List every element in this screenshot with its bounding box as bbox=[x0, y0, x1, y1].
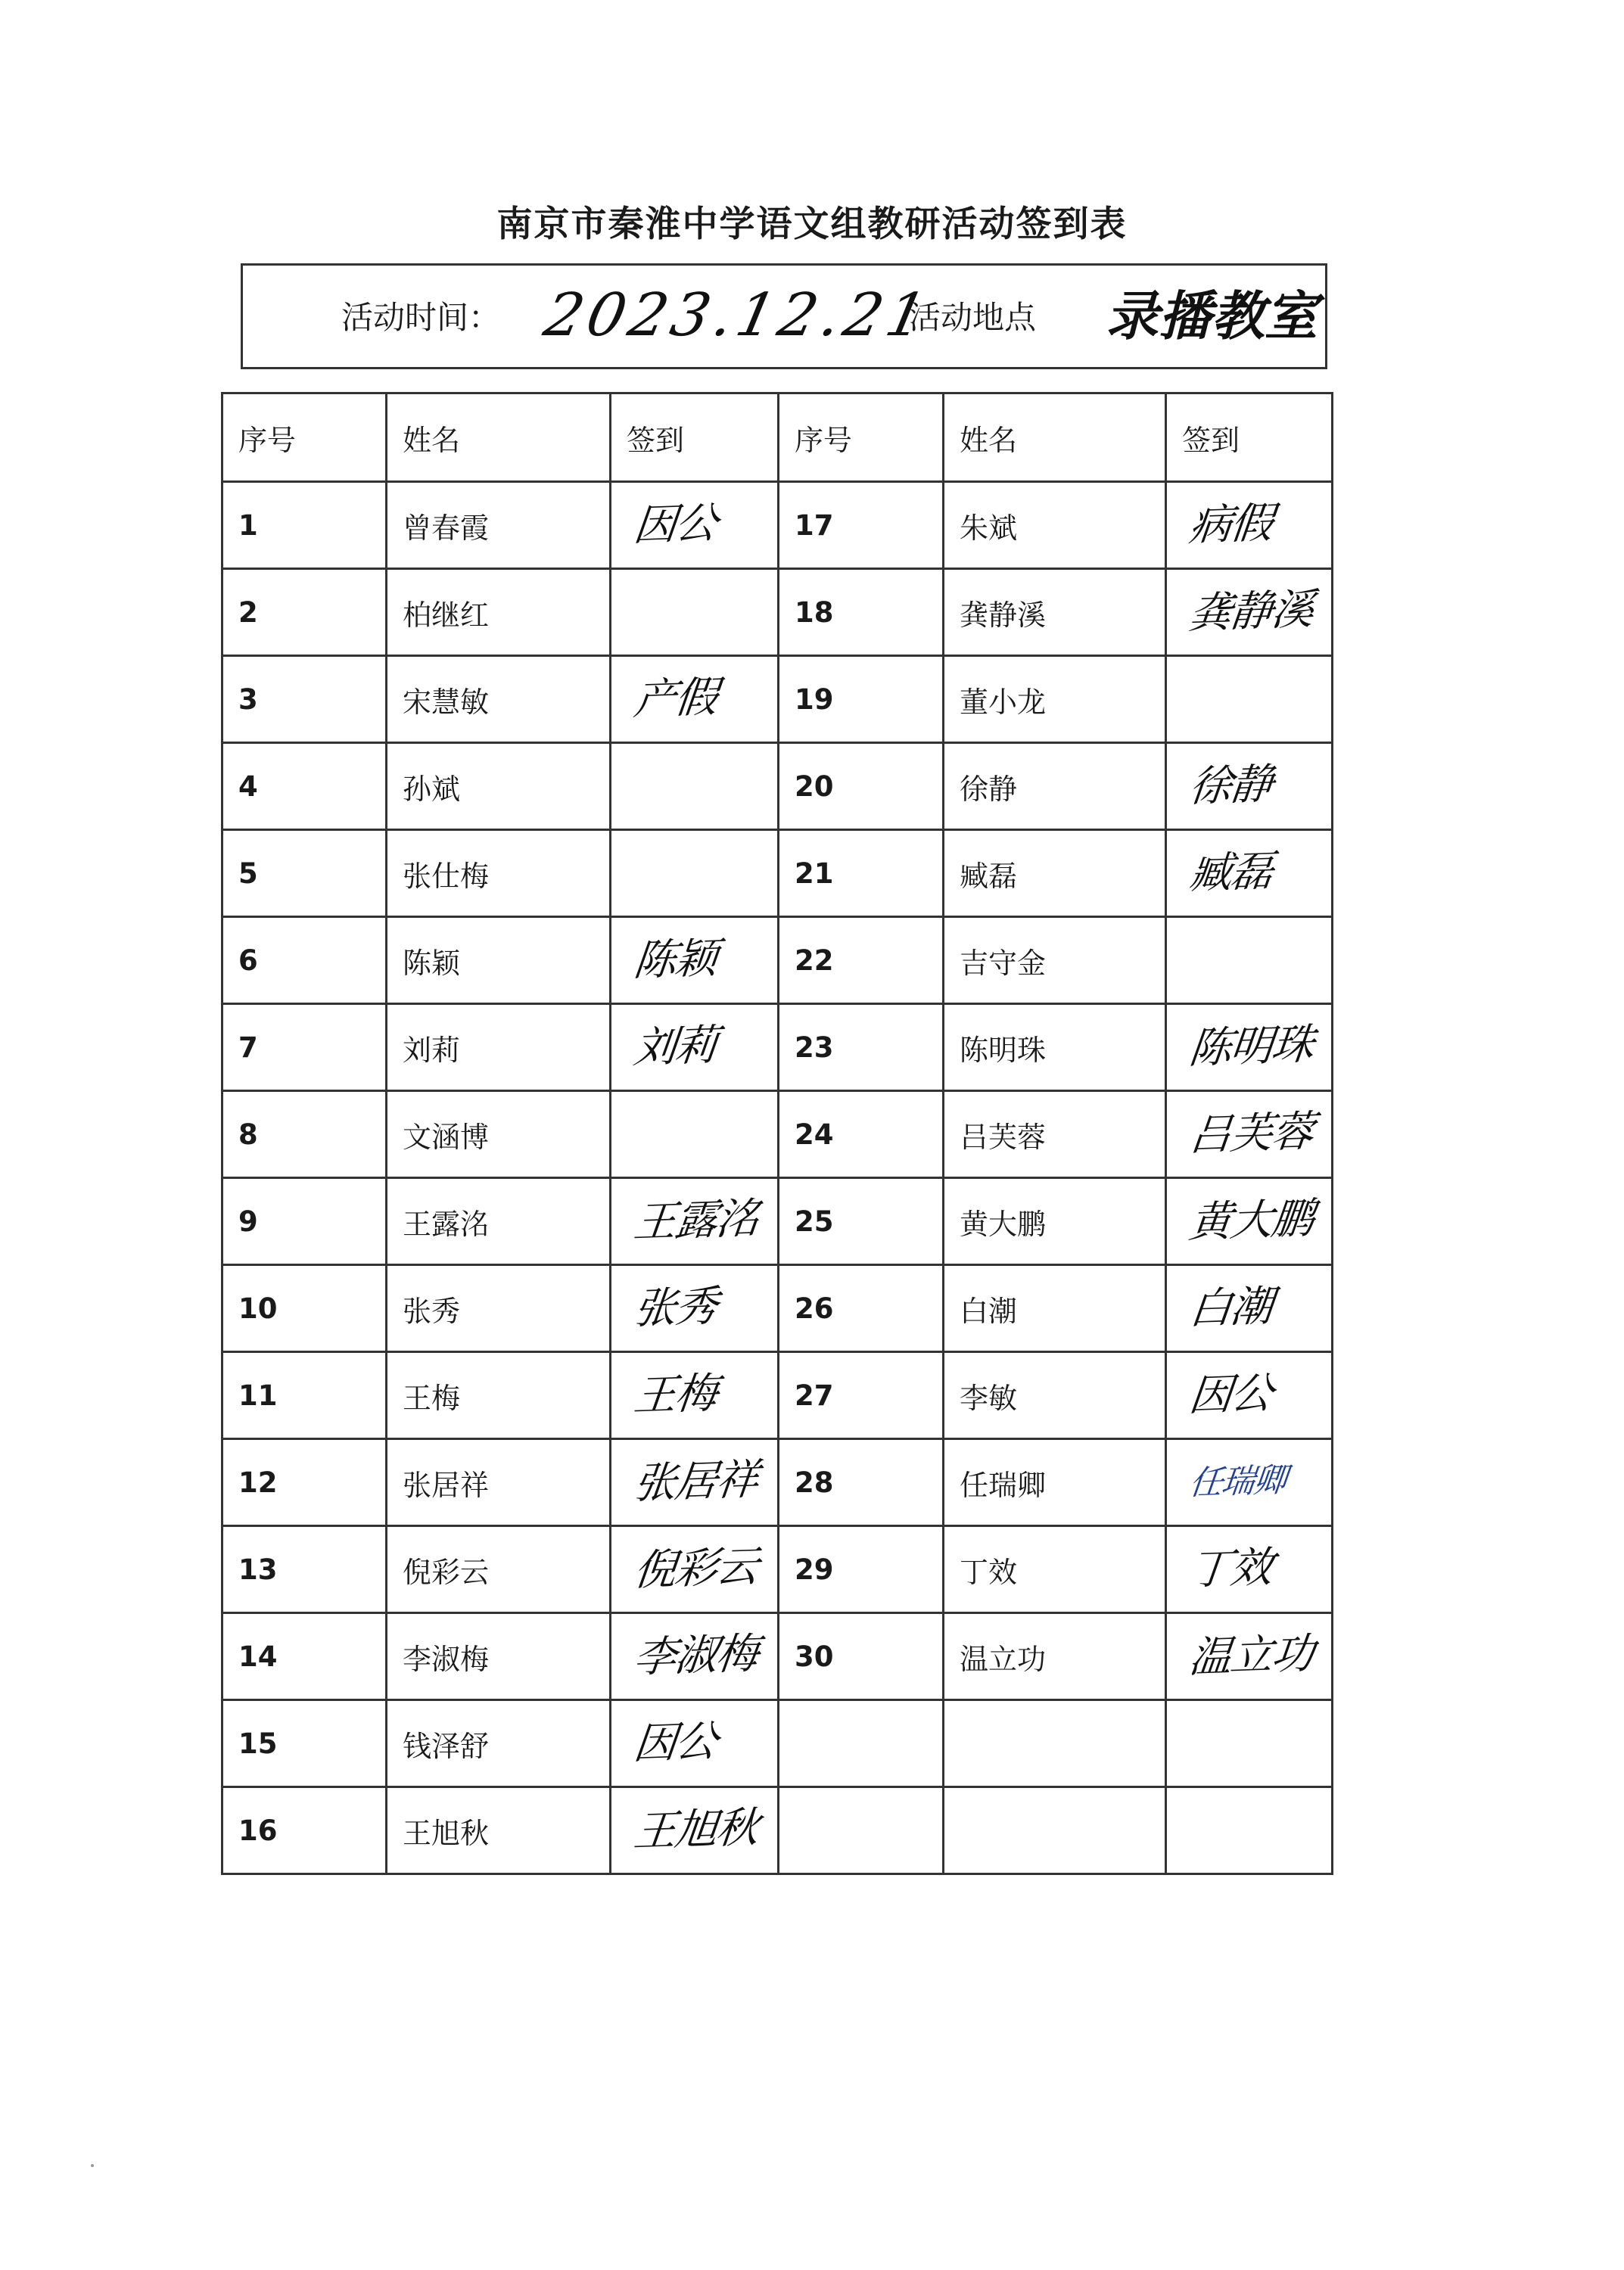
table-header-row bbox=[222, 393, 1333, 482]
name-cell: 朱斌 bbox=[944, 482, 1166, 569]
signature-cell bbox=[1166, 1439, 1333, 1526]
name-cell: 吕芙蓉 bbox=[944, 1091, 1166, 1178]
name-cell: 曾春霞 bbox=[387, 482, 611, 569]
seq-cell: 29 bbox=[779, 1526, 944, 1613]
signature-cell bbox=[611, 1352, 779, 1439]
activity-place-value: 录播教室 bbox=[1106, 285, 1318, 347]
signature-cell bbox=[1166, 1526, 1333, 1613]
activity-time-label: 活动时间： bbox=[341, 299, 501, 336]
seq-cell: 25 bbox=[779, 1178, 944, 1265]
signature-cell bbox=[611, 569, 779, 656]
activity-place-label: 活动地点 bbox=[909, 299, 1037, 336]
name-cell: 陈明珠 bbox=[944, 1004, 1166, 1091]
handwritten-signature: 王旭秋 bbox=[631, 1803, 760, 1857]
seq-cell: 13 bbox=[222, 1526, 387, 1613]
seq-cell: 7 bbox=[222, 1004, 387, 1091]
table-row bbox=[222, 1526, 1333, 1613]
seq-cell: 26 bbox=[779, 1265, 944, 1352]
seq-cell: 18 bbox=[779, 569, 944, 656]
seq-cell: 23 bbox=[779, 1004, 944, 1091]
signature-cell bbox=[611, 1787, 779, 1874]
signature-cell bbox=[611, 1178, 779, 1265]
handwritten-signature: 因公 bbox=[1187, 1368, 1274, 1421]
signature-cell bbox=[1166, 1265, 1333, 1352]
name-cell: 孙斌 bbox=[387, 743, 611, 830]
signature-cell bbox=[1166, 482, 1333, 569]
seq-cell: 19 bbox=[779, 656, 944, 743]
seq-cell bbox=[779, 1787, 944, 1874]
signature-cell bbox=[611, 1526, 779, 1613]
name-cell: 臧磊 bbox=[944, 830, 1166, 917]
handwritten-signature: 王梅 bbox=[631, 1368, 719, 1421]
name-cell: 陈颖 bbox=[387, 917, 611, 1004]
name-cell: 王梅 bbox=[387, 1352, 611, 1439]
name-cell: 李淑梅 bbox=[387, 1613, 611, 1700]
seq-cell: 6 bbox=[222, 917, 387, 1004]
table-row bbox=[222, 1700, 1333, 1787]
signature-cell bbox=[1166, 656, 1333, 743]
name-cell: 柏继红 bbox=[387, 569, 611, 656]
table-row bbox=[222, 1178, 1333, 1265]
name-cell: 丁效 bbox=[944, 1526, 1166, 1613]
name-cell: 张居祥 bbox=[387, 1439, 611, 1526]
seq-cell: 1 bbox=[222, 482, 387, 569]
header-signature: 签到 bbox=[611, 393, 779, 482]
handwritten-signature: 龚静溪 bbox=[1187, 585, 1315, 639]
signature-cell bbox=[611, 1265, 779, 1352]
header-seq: 序号 bbox=[222, 393, 387, 482]
seq-cell: 9 bbox=[222, 1178, 387, 1265]
name-cell: 文涵博 bbox=[387, 1091, 611, 1178]
name-cell: 吉守金 bbox=[944, 917, 1166, 1004]
handwritten-signature: 刘莉 bbox=[631, 1020, 719, 1073]
handwritten-signature: 黄大鹏 bbox=[1187, 1194, 1315, 1248]
handwritten-signature: 白潮 bbox=[1187, 1281, 1274, 1334]
table-row bbox=[222, 1091, 1333, 1178]
seq-cell: 15 bbox=[222, 1700, 387, 1787]
seq-cell: 10 bbox=[222, 1265, 387, 1352]
seq-cell: 27 bbox=[779, 1352, 944, 1439]
signature-cell bbox=[1166, 1613, 1333, 1700]
seq-cell: 30 bbox=[779, 1613, 944, 1700]
handwritten-signature: 丁效 bbox=[1187, 1542, 1274, 1595]
signature-cell bbox=[611, 482, 779, 569]
header-seq: 序号 bbox=[779, 393, 944, 482]
signature-cell bbox=[611, 1004, 779, 1091]
seq-cell: 3 bbox=[222, 656, 387, 743]
table-row bbox=[222, 1439, 1333, 1526]
signature-cell bbox=[1166, 830, 1333, 917]
seq-cell: 21 bbox=[779, 830, 944, 917]
name-cell bbox=[944, 1700, 1166, 1787]
signature-cell bbox=[1166, 917, 1333, 1004]
handwritten-signature: 倪彩云 bbox=[631, 1542, 760, 1596]
signature-cell bbox=[1166, 1700, 1333, 1787]
scan-speck bbox=[91, 2164, 94, 2167]
table-row bbox=[222, 1004, 1333, 1091]
handwritten-signature: 张居祥 bbox=[631, 1455, 760, 1509]
signature-cell bbox=[1166, 1178, 1333, 1265]
name-cell: 倪彩云 bbox=[387, 1526, 611, 1613]
seq-cell: 22 bbox=[779, 917, 944, 1004]
signature-cell bbox=[1166, 1091, 1333, 1178]
seq-cell: 11 bbox=[222, 1352, 387, 1439]
sign-in-table bbox=[221, 392, 1333, 1875]
handwritten-signature: 产假 bbox=[631, 672, 719, 725]
header-signature: 签到 bbox=[1166, 393, 1333, 482]
activity-time-value: 2023.12.21 bbox=[538, 281, 937, 350]
handwritten-signature: 陈颖 bbox=[631, 933, 719, 986]
signature-cell bbox=[611, 1091, 779, 1178]
table-row bbox=[222, 1787, 1333, 1874]
signature-cell bbox=[611, 1700, 779, 1787]
seq-cell bbox=[779, 1700, 944, 1787]
seq-cell: 12 bbox=[222, 1439, 387, 1526]
signature-cell bbox=[611, 656, 779, 743]
signature-cell bbox=[1166, 569, 1333, 656]
table-row bbox=[222, 743, 1333, 830]
table-row bbox=[222, 569, 1333, 656]
activity-info-box bbox=[241, 263, 1327, 369]
handwritten-signature: 任瑞卿 bbox=[1187, 1460, 1288, 1503]
seq-cell: 8 bbox=[222, 1091, 387, 1178]
table-row bbox=[222, 1265, 1333, 1352]
name-cell: 张秀 bbox=[387, 1265, 611, 1352]
handwritten-signature: 因公 bbox=[631, 1716, 719, 1769]
signature-cell bbox=[611, 917, 779, 1004]
signature-cell bbox=[1166, 743, 1333, 830]
table-row bbox=[222, 656, 1333, 743]
seq-cell: 28 bbox=[779, 1439, 944, 1526]
table-row bbox=[222, 1352, 1333, 1439]
name-cell: 钱泽舒 bbox=[387, 1700, 611, 1787]
seq-cell: 5 bbox=[222, 830, 387, 917]
seq-cell: 20 bbox=[779, 743, 944, 830]
name-cell: 王旭秋 bbox=[387, 1787, 611, 1874]
seq-cell: 14 bbox=[222, 1613, 387, 1700]
header-name: 姓名 bbox=[387, 393, 611, 482]
table-row bbox=[222, 1613, 1333, 1700]
handwritten-signature: 徐静 bbox=[1187, 759, 1274, 812]
name-cell: 龚静溪 bbox=[944, 569, 1166, 656]
table-row bbox=[222, 917, 1333, 1004]
seq-cell: 4 bbox=[222, 743, 387, 830]
name-cell: 徐静 bbox=[944, 743, 1166, 830]
signature-cell bbox=[611, 743, 779, 830]
name-cell: 李敏 bbox=[944, 1352, 1166, 1439]
handwritten-signature: 王露洺 bbox=[631, 1194, 760, 1248]
name-cell: 任瑞卿 bbox=[944, 1439, 1166, 1526]
name-cell: 温立功 bbox=[944, 1613, 1166, 1700]
seq-cell: 24 bbox=[779, 1091, 944, 1178]
name-cell: 刘莉 bbox=[387, 1004, 611, 1091]
name-cell: 张仕梅 bbox=[387, 830, 611, 917]
handwritten-signature: 病假 bbox=[1187, 498, 1274, 551]
name-cell: 白潮 bbox=[944, 1265, 1166, 1352]
signature-cell bbox=[611, 830, 779, 917]
name-cell: 董小龙 bbox=[944, 656, 1166, 743]
name-cell: 宋慧敏 bbox=[387, 656, 611, 743]
signature-cell bbox=[611, 1439, 779, 1526]
seq-cell: 16 bbox=[222, 1787, 387, 1874]
signature-cell bbox=[1166, 1352, 1333, 1439]
header-name: 姓名 bbox=[944, 393, 1166, 482]
signature-cell bbox=[1166, 1004, 1333, 1091]
seq-cell: 17 bbox=[779, 482, 944, 569]
handwritten-signature: 张秀 bbox=[631, 1281, 719, 1334]
handwritten-signature: 李淑梅 bbox=[631, 1629, 760, 1683]
signature-cell bbox=[1166, 1787, 1333, 1874]
page-title: 南京市秦淮中学语文组教研活动签到表 bbox=[496, 204, 1128, 245]
table-row bbox=[222, 482, 1333, 569]
name-cell: 王露洺 bbox=[387, 1178, 611, 1265]
handwritten-signature: 陈明珠 bbox=[1187, 1020, 1315, 1074]
name-cell bbox=[944, 1787, 1166, 1874]
signature-cell bbox=[611, 1613, 779, 1700]
name-cell: 黄大鹏 bbox=[944, 1178, 1166, 1265]
handwritten-signature: 因公 bbox=[631, 498, 719, 551]
handwritten-signature: 吕芙蓉 bbox=[1187, 1107, 1315, 1161]
handwritten-signature: 臧磊 bbox=[1187, 846, 1274, 899]
table-row bbox=[222, 830, 1333, 917]
seq-cell: 2 bbox=[222, 569, 387, 656]
handwritten-signature: 温立功 bbox=[1187, 1629, 1315, 1683]
